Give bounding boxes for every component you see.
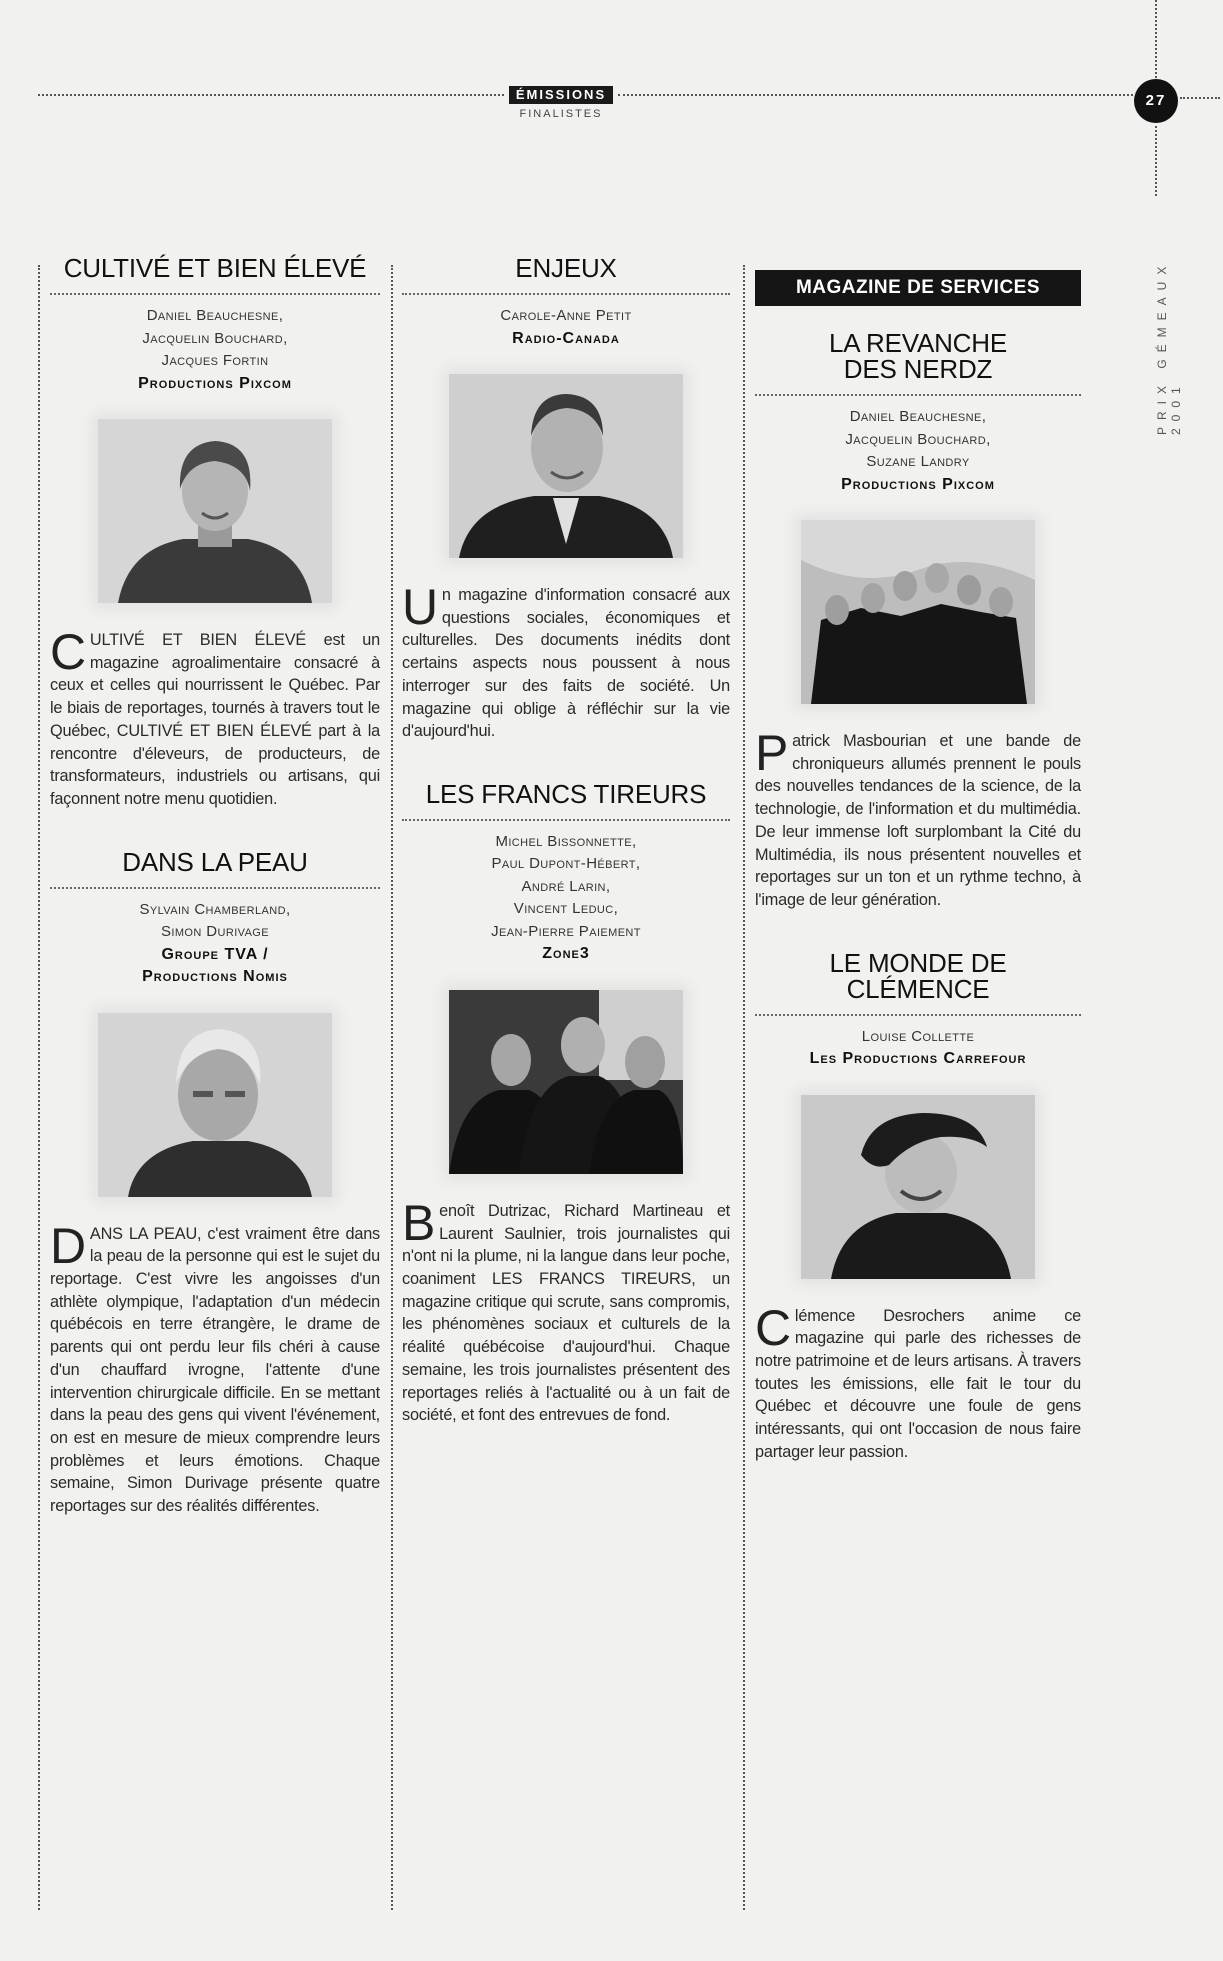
credit-line: Daniel Beauchesne, — [849, 408, 987, 425]
description-text: lémence Desrochers anime ce magazine qui parle des richesses de notre patrimoine et de leurs artisans. À travers toutes les émissions, elle fait le tour du Québec et découvre une foule de gens intéressants, qui ont l'occasion de nous faire partager leur passion. — [755, 1306, 1081, 1461]
show-cultive — [50, 255, 380, 811]
show-title: ENJEUX — [515, 253, 617, 283]
credit-line: Jacquelin Bouchard, — [142, 329, 288, 347]
credit-line: Paul Dupont-Hébert, — [491, 855, 641, 873]
description-text: ULTIVÉ ET BIEN ÉLEVÉ est un magazine agroalimentaire consacré à ceux et celles qui nourrissent le Québec. Par le biais de reportages, tournés à travers tout le Québec, CULTIVÉ ET BIEN ÉLEVÉ part à la rencontre d'éleveurs, de producteurs, de transformateurs, industriels ou artisans, qui façonnent notre menu quotidien. — [50, 631, 380, 808]
credit-line: Jean-Pierre Paiement — [491, 922, 641, 940]
column-2 — [402, 255, 730, 1427]
dropcap: B — [402, 1194, 436, 1251]
host-photo — [98, 1013, 332, 1197]
description-text: ANS LA PEAU, c'est vraiment être dans la peau de la personne qui est le sujet du reportage. C'est vivre les angoisses d'un athlète olympique, l'adaptation d'un médecin québécois en terre étrangère, le drame de parents qui ont perdu leur fils chéri à cause d'un chauffard ivrogne, l'attente d'une intervention chirurgicale difficile. En se mettant dans la peau des gens qui vivent l'événement, on est en mesure de mieux comprendre leurs problèmes et leurs émotions. Chaque semaine, Simon Durivage présente quatre reportages sur des réalités différentes. — [50, 1224, 380, 1516]
credit-line: André Larin, — [521, 877, 611, 895]
show-description — [50, 1217, 380, 1518]
show-title: CULTIVÉ ET BIEN ÉLEVÉ — [63, 253, 367, 283]
production-company: Groupe TVA / — [161, 945, 269, 963]
show-dans-la-peau — [50, 846, 380, 1518]
show-francs-tireurs — [402, 778, 730, 1427]
show-revanche-nerdz — [755, 330, 1081, 912]
column-divider-1 — [391, 265, 393, 1910]
dropcap: U — [402, 579, 438, 635]
section-tag: ÉMISSIONS — [509, 86, 613, 104]
show-enjeux — [402, 255, 730, 743]
page-number: 27 — [1134, 79, 1178, 123]
credit-line: Suzane Landry — [866, 453, 970, 470]
show-title: DES NERDZ — [843, 354, 993, 384]
description-text: atrick Masbourian et une bande de chroniqueurs allumés prennent le pouls des nouvelles tendances de la science, de la technologie, de l'information et du multimédia. De leur immense loft surplombant la Cité du Multimédia, ils nous présentent nouvelles et reportages sur un ton et un rythme techno, à l'image de leur génération. — [755, 732, 1081, 909]
section-subtitle: FINALISTES — [519, 108, 603, 120]
dropcap: P — [755, 725, 789, 781]
hosts-photo — [801, 520, 1035, 704]
title-rule — [755, 394, 1081, 396]
show-description — [50, 624, 380, 811]
credit-line: Jacquelin Bouchard, — [845, 430, 991, 448]
production-company: Les Productions Carrefour — [809, 1050, 1027, 1068]
credit-line: Simon Durivage — [160, 923, 270, 941]
title-rule — [402, 293, 730, 295]
credit-line: Michel Bissonnette, — [495, 832, 637, 850]
dropcap: C — [755, 1299, 791, 1356]
show-monde-clemence — [755, 947, 1081, 1464]
show-title: LA REVANCHE — [829, 328, 1007, 358]
credit-line: Vincent Leduc, — [513, 900, 619, 918]
host-photo — [801, 1095, 1035, 1279]
description-text: enoît Dutrizac, Richard Martineau et Laurent Saulnier, trois journalistes qui n'ont ni la plume, ni la langue dans leur poche, coaniment LES FRANCS TIREURS, un magazine critique qui scrute, sans compromis, les phénomènes sociaux et culturels de la réalité québécoise d'aujourd'hui. Chaque semaine, les trois journalistes présentent des reportages reliés à l'actualité ou à un fait de société, et font des entrevues de fond. — [402, 1201, 730, 1425]
header-rule-edge — [1180, 97, 1220, 99]
show-description — [402, 1194, 730, 1427]
hosts-photo — [449, 990, 683, 1174]
production-company: Zone3 — [542, 945, 590, 963]
description-text: n magazine d'information consacré aux questions sociales, économiques et culturelles. Des documents inédits dont certains aspects nous poussent à nous interroger sur des faits de société. Un magazine qui oblige à réfléchir sur la vie d'aujourd'hui. — [402, 586, 730, 741]
column-1 — [50, 255, 380, 1518]
show-description — [755, 725, 1081, 912]
credit-line: Sylvain Chamberland, — [139, 900, 291, 918]
title-rule — [50, 887, 380, 889]
show-description — [402, 579, 730, 743]
column-3 — [755, 270, 1081, 1464]
show-title: LE MONDE DE CLÉMENCE — [829, 947, 1007, 1004]
column-divider-2 — [743, 265, 745, 1910]
production-company: Productions Pixcom — [841, 475, 995, 493]
dropcap: C — [50, 624, 86, 680]
host-photo — [449, 374, 683, 558]
production-company: Productions Pixcom — [138, 374, 292, 392]
production-company: Radio-Canada — [512, 329, 620, 347]
margin-rule-top — [1155, 0, 1157, 78]
dropcap: D — [50, 1217, 86, 1274]
header-rule-right — [618, 94, 1133, 96]
show-description — [755, 1299, 1081, 1464]
publication-label: PRIX GÉMEAUX 2001 — [1155, 259, 1183, 435]
credit-line: Jacques Fortin — [161, 352, 269, 369]
show-title: LES FRANCS TIREURS — [425, 778, 707, 809]
margin-rule-mid — [1155, 126, 1157, 196]
credit-line: Louise Collette — [861, 1027, 975, 1045]
header-rule-left — [38, 94, 504, 96]
show-title: DANS LA PEAU — [122, 846, 308, 877]
title-rule — [402, 819, 730, 821]
production-company: Productions Nomis — [142, 968, 288, 986]
column-divider-left — [38, 265, 40, 1910]
category-heading: MAGAZINE DE SERVICES — [755, 270, 1081, 306]
credit-line: Carole-Anne Petit — [500, 307, 632, 324]
host-photo — [98, 419, 332, 603]
credit-line: Daniel Beauchesne, — [146, 307, 284, 324]
title-rule — [50, 293, 380, 295]
title-rule — [755, 1014, 1081, 1016]
